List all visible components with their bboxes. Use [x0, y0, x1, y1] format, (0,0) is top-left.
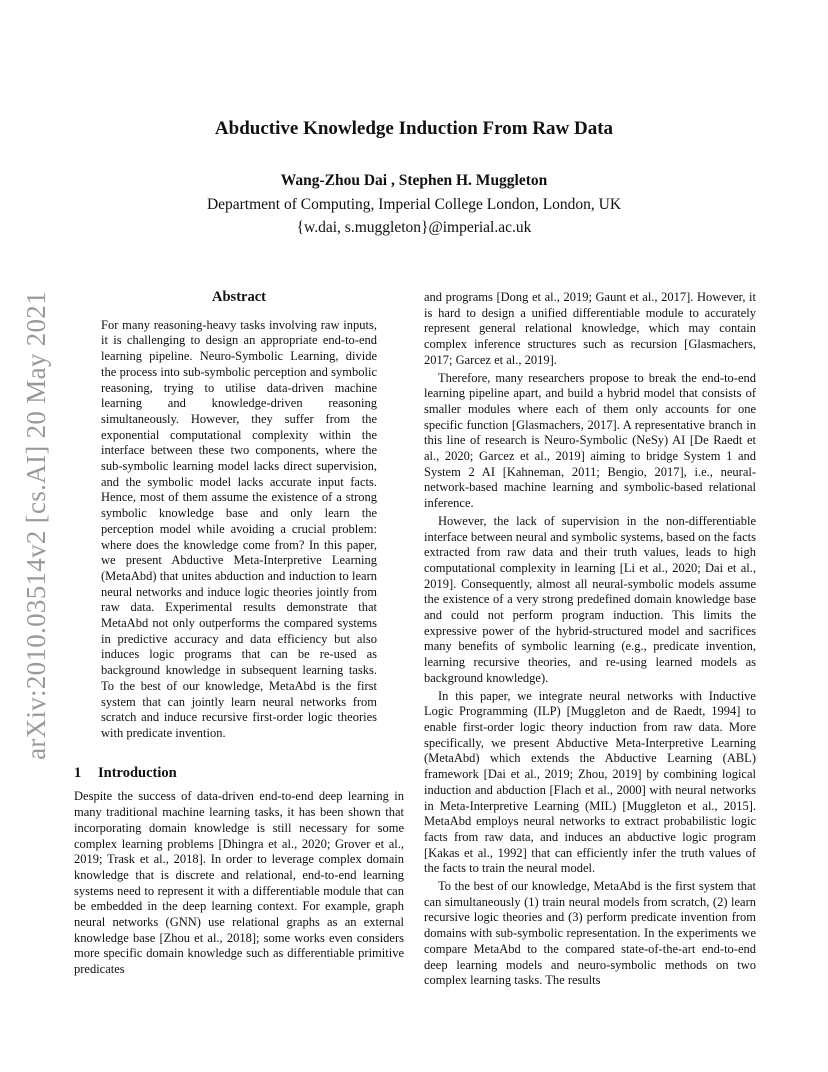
left-column — [74, 290, 404, 978]
paper-title: Abductive Knowledge Induction From Raw Data — [214, 118, 614, 139]
intro-paragraph-4: In this paper, we integrate neural networks with Inductive Logic Programming (ILP) [Muggleton and de Raedt, 1994] to enable first-order logic theory induction from raw data. More specifically, we present Abductive Meta-Interpretive Learning (MetaAbd) which extends the Abductive Learning (ABL) framework [Dai et al., 2019; Zhou, 2019] by combining logical induction and abduction [Flach et al., 2000] with neural networks in Meta-Interpretive Learning (MIL) [Muggleton et al., 2015]. MetaAbd employs neural networks to extract probabilistic logic facts from raw data, and induces an abductive logic program [Kakas et al., 1992] that can efficiently infer the truth values of the facts to train the neural model. — [424, 688, 756, 876]
affiliation: Department of Computing, Imperial College London, London, UK — [206, 196, 622, 213]
arxiv-identifier: arXiv:2010.03514v2 [cs.AI] 20 May 2021 — [20, 290, 51, 760]
section-heading-introduction — [74, 766, 404, 782]
intro-paragraph-1-continued: and programs [Dong et al., 2019; Gaunt et al., 2017]. However, it is hard to design a unified differentiable module to accurately represent general relational knowledge, which may contain complex inference structures such as recursion [Glasmachers, 2017; Garcez et al., 2019]. — [424, 290, 756, 367]
intro-paragraph-5: To the best of our knowledge, MetaAbd is the first system that can simultaneously (1) train neural models from scratch, (2) learn recursive logic theories and (3) perform predicate invention from domains with sub-symbolic representation. In the experiments we compare MetaAbd to the compared state-of-the-art end-to-end deep learning models and neuro-symbolic methods on two complex learning tasks. The results — [424, 879, 756, 988]
intro-paragraph-1: Despite the success of data-driven end-to-end deep learning in many traditional machine learning tasks, it has been shown that incorporating domain knowledge is still necessary for some complex learning problems [Dhingra et al., 2020; Grover et al., 2019; Trask et al., 2018]. In order to leverage complex domain knowledge that is discrete and relational, end-to-end learning systems need to represent it with a differentiable module that can be embedded in the deep learning context. For example, graph neural networks (GNN) use relational graphs as an external knowledge base [Zhou et al., 2018]; some works even considers more specific domain knowledge such as differentiable primitive predicates — [74, 789, 404, 977]
arxiv-sidebar — [16, 285, 56, 765]
author-email: {w.dai, s.muggleton}@imperial.ac.uk — [296, 219, 532, 236]
author-list: Wang-Zhou Dai , Stephen H. Muggleton — [280, 172, 548, 189]
abstract-text: For many reasoning-heavy tasks involving raw inputs, it is challenging to design an appropriate end-to-end learning pipeline. Neuro-Symbolic Learning, divide the process into sub-symbolic perception and symbolic reasoning, trying to utilise data-driven machine learning and knowledge-driven reasoning simultaneously. However, they suffer from the exponential computational complexity within the interface between these two components, where the sub-symbolic learning model lacks direct supervision, and the symbolic model lacks accurate input facts. Hence, most of them assume the existence of a strong symbolic knowledge base and only learn the perception model while avoiding a crucial problem: where does the knowledge come from? In this paper, we present Abductive Meta-Interpretive Learning (MetaAbd) that unites abduction and induction to learn neural networks and induce logic theories jointly from raw data. Experimental results demonstrate that MetaAbd not only outperforms the compared systems in predictive accuracy and data efficiency but also induces logic programs that can be re-used as background knowledge in subsequent learning tasks. To the best of our knowledge, MetaAbd is the first system that can jointly learn neural networks from scratch and induce recursive first-order logic theories with predicate invention. — [101, 317, 377, 740]
intro-paragraph-3: However, the lack of supervision in the non-differentiable interface between neural and symbolic systems, based on the facts extracted from raw data and their truth values, leads to high computational complexity in learning [Li et al., 2020; Dai et al., 2019]. Consequently, almost all neural-symbolic models assume the existence of a very strong predefined domain knowledge base and could not perform program induction. This limits the expressive power of the hybrid-structured model and sacrifices many benefits of symbolic learning (e.g., predicate invention, learning recursive theories, and re-using learned models as background knowledge). — [424, 513, 756, 685]
right-column — [424, 290, 756, 989]
intro-paragraph-2: Therefore, many researchers propose to break the end-to-end learning pipeline apart, and build a hybrid model that consists of smaller modules where each of them only accounts for one specific function [Glasmachers, 2017]. A representative branch in this line of research is Neuro-Symbolic (NeSy) AI [De Raedt et al., 2020; Garcez et al., 2019] aiming to bridge System 1 and System 2 AI [Kahneman, 2011; Bengio, 2017], i.e., neural-network-based machine learning and symbolic-based relational inference. — [424, 370, 756, 511]
section-number: 1 — [74, 764, 82, 781]
abstract-heading: Abstract — [212, 289, 266, 305]
section-title: Introduction — [98, 764, 177, 781]
